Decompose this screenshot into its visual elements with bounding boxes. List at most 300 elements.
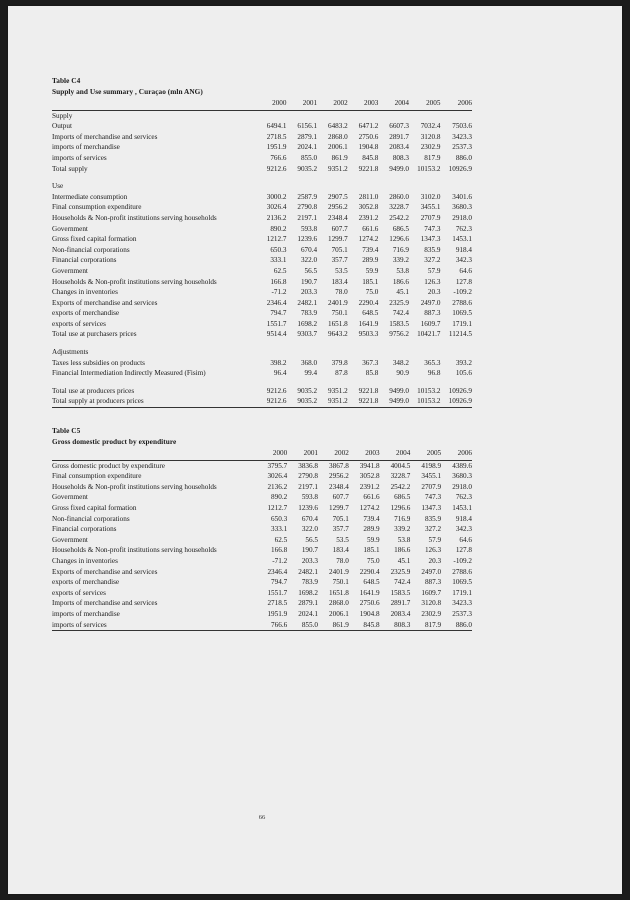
row-value: 1296.6 <box>390 504 411 512</box>
row-value: 1904.8 <box>359 609 380 618</box>
row-value: 817.9 <box>410 620 441 631</box>
row-value: 762.3 <box>455 224 472 233</box>
row-value: 1069.5 <box>452 309 472 318</box>
row-label: Government <box>52 493 88 502</box>
row-label: imports of services <box>52 153 107 162</box>
row-value: 918.4 <box>455 245 472 254</box>
table-row <box>52 245 472 256</box>
row-value: 3941.8 <box>349 460 380 471</box>
row-value: 1274.2 <box>359 504 380 512</box>
row-label: Imports of merchandise and services <box>52 132 158 141</box>
row-value: 7032.4 <box>420 122 441 131</box>
row-value: 10153.2 <box>417 386 441 395</box>
row-label: Households & Non-profit institutions serving households <box>52 546 217 555</box>
column-header-year: 2000 <box>256 448 287 460</box>
row-label: Gross domestic product by expenditure <box>52 460 256 471</box>
row-value: 887.3 <box>424 309 441 318</box>
row-value: 1453.1 <box>452 235 472 244</box>
row-value: 10926.9 <box>448 386 472 395</box>
row-value: 2302.9 <box>420 143 441 152</box>
row-value: 53.8 <box>396 266 409 275</box>
row-value: 96.4 <box>273 369 287 378</box>
table-row <box>52 535 472 546</box>
row-value: 861.9 <box>331 153 348 162</box>
row-value <box>440 347 472 358</box>
row-value: 379.8 <box>331 358 348 367</box>
row-value: 1212.7 <box>266 235 287 244</box>
row-value: 716.9 <box>394 514 411 523</box>
row-value: 4004.5 <box>380 460 411 471</box>
row-label: Changes in inventories <box>52 556 118 565</box>
row-value: 2542.2 <box>389 213 409 222</box>
row-value: 10421.7 <box>417 330 441 339</box>
row-value: 57.9 <box>428 535 442 544</box>
row-value <box>317 181 348 192</box>
row-value: 9351.2 <box>327 386 348 395</box>
table-row <box>52 524 472 535</box>
row-value: 10153.2 <box>417 164 441 173</box>
row-value: 886.0 <box>455 153 472 162</box>
row-value: 1651.8 <box>329 588 349 597</box>
table-c5-title: Gross domestic product by expenditure <box>52 436 177 446</box>
table-row <box>52 567 472 578</box>
row-value <box>348 347 379 358</box>
row-value: 2290.4 <box>359 567 380 576</box>
row-value: 393.2 <box>455 358 472 367</box>
table-row <box>52 142 472 153</box>
row-value: 53.5 <box>336 535 349 544</box>
row-label: Taxes less subsidies on products <box>52 358 145 367</box>
table-row <box>52 132 472 143</box>
row-value: 1347.3 <box>420 235 441 244</box>
row-value: 716.9 <box>392 245 409 254</box>
row-value: 2197.1 <box>297 213 318 222</box>
row-value: 1698.2 <box>297 319 318 328</box>
row-value: 1551.7 <box>266 319 287 328</box>
row-value: 2325.9 <box>390 567 411 576</box>
row-label: Supply <box>52 110 256 121</box>
table-c4-title: Supply and Use summary , Curaçao (mln ANG) <box>52 86 203 96</box>
row-value: 3836.8 <box>287 460 318 471</box>
row-value: 9035.2 <box>297 164 318 173</box>
row-value: 766.6 <box>270 153 287 162</box>
row-value: 1609.7 <box>420 319 441 328</box>
row-value: 9212.6 <box>256 396 287 407</box>
row-value <box>256 347 287 358</box>
table-row <box>52 556 472 567</box>
row-label: Households & Non-profit institutions serving households <box>52 482 217 491</box>
table-row <box>52 277 472 288</box>
row-label: Total use at purchasers prices <box>52 330 137 339</box>
row-value: 1212.7 <box>267 504 288 512</box>
row-value: 4389.6 <box>441 460 472 471</box>
row-value: 3052.8 <box>359 472 380 481</box>
row-value: 1583.5 <box>390 588 411 597</box>
row-value: 289.9 <box>362 256 379 265</box>
row-value: 9514.4 <box>266 330 287 339</box>
table-row <box>52 153 472 164</box>
row-value: 2918.0 <box>452 482 472 491</box>
row-value: 166.8 <box>271 546 288 555</box>
row-value: 2542.2 <box>390 482 411 491</box>
row-value: 1296.6 <box>389 235 409 244</box>
row-value: 57.9 <box>427 266 441 275</box>
row-value: 96.8 <box>427 369 441 378</box>
row-value <box>409 181 440 192</box>
row-value: 2302.9 <box>421 609 442 618</box>
row-value: 186.6 <box>394 546 411 555</box>
table-c4 <box>52 98 472 408</box>
row-value: 861.9 <box>318 620 349 631</box>
row-spacer <box>52 379 472 386</box>
row-value: 2348.4 <box>329 482 349 491</box>
row-label: exports of merchandise <box>52 578 120 587</box>
row-value: 327.2 <box>424 256 441 265</box>
row-value: 3102.0 <box>420 192 441 201</box>
row-label: Intermediate consumption <box>52 192 128 201</box>
row-value: 2718.5 <box>267 599 288 608</box>
row-value: 203.3 <box>301 556 318 565</box>
row-label: Financial corporations <box>52 525 117 534</box>
row-value: 9221.8 <box>358 164 379 173</box>
row-value: 890.2 <box>270 224 287 233</box>
row-value: 2083.4 <box>389 143 409 152</box>
row-value: 90.9 <box>396 369 409 378</box>
table-row <box>52 181 472 192</box>
row-value: 10926.9 <box>448 164 472 173</box>
row-value: 78.0 <box>336 556 349 565</box>
row-value: 2006.1 <box>329 609 349 618</box>
row-value: 2391.2 <box>359 482 380 491</box>
row-value: 3052.8 <box>358 203 379 212</box>
table-row <box>52 368 472 379</box>
row-value: 333.1 <box>271 525 288 534</box>
row-value: 3401.6 <box>452 192 472 201</box>
row-value: 2750.6 <box>359 599 380 608</box>
row-value <box>317 347 348 358</box>
row-value: 53.8 <box>397 535 411 544</box>
row-value: 339.2 <box>392 256 409 265</box>
row-value: 127.8 <box>455 277 472 286</box>
row-value: 365.3 <box>424 358 441 367</box>
row-value: 322.0 <box>301 525 318 534</box>
row-value: 357.7 <box>332 525 349 534</box>
row-value: 9303.7 <box>297 330 318 339</box>
row-value: 593.8 <box>301 493 318 502</box>
table-row <box>52 121 472 132</box>
table-row <box>52 492 472 503</box>
row-label: Imports of merchandise and services <box>52 599 158 608</box>
row-value: 855.0 <box>300 153 318 162</box>
row-value: 705.1 <box>332 514 349 523</box>
row-value: 2788.6 <box>452 567 472 576</box>
row-value: 2401.9 <box>329 567 349 576</box>
row-value: 9221.8 <box>348 396 379 407</box>
row-value <box>256 110 287 121</box>
row-value: 661.6 <box>363 493 380 502</box>
row-value: 75.0 <box>365 288 379 297</box>
row-value: 342.3 <box>455 525 472 534</box>
row-value: 127.8 <box>455 546 472 555</box>
row-value: 2790.8 <box>297 203 318 212</box>
table-row <box>52 255 472 266</box>
row-value: 705.1 <box>331 245 348 254</box>
column-header-year: 2006 <box>440 98 472 110</box>
row-label: Gross fixed capital formation <box>52 235 137 244</box>
row-value: 2497.0 <box>420 298 441 307</box>
row-value: 59.9 <box>366 535 380 544</box>
row-value: 126.3 <box>424 546 442 555</box>
row-label: Non-financial corporations <box>52 514 130 523</box>
table-row <box>52 471 472 482</box>
row-value: 766.6 <box>256 620 287 631</box>
row-value: 56.5 <box>305 535 318 544</box>
row-label: imports of merchandise <box>52 143 120 152</box>
row-value: 686.5 <box>394 493 411 502</box>
row-value: 670.4 <box>301 514 318 523</box>
row-value: 1239.6 <box>298 504 318 512</box>
table-row <box>52 192 472 203</box>
row-value <box>409 347 440 358</box>
row-value: 762.3 <box>455 493 472 502</box>
row-value: 845.8 <box>349 620 380 631</box>
row-value: 2907.5 <box>327 192 348 201</box>
row-value: 918.4 <box>455 514 472 523</box>
row-value: 333.1 <box>270 256 287 265</box>
row-value: 1299.7 <box>329 504 349 512</box>
row-value: 339.2 <box>394 525 411 534</box>
row-value: 9499.0 <box>378 396 409 407</box>
row-value: 183.4 <box>332 546 349 555</box>
row-value: 3423.3 <box>452 132 472 141</box>
row-value: 3026.4 <box>266 203 287 212</box>
row-value <box>378 110 409 121</box>
row-label: Exports of merchandise and services <box>52 567 158 576</box>
row-value: 53.5 <box>335 266 348 275</box>
row-value: 3228.7 <box>390 472 411 481</box>
row-value: 747.3 <box>424 493 442 502</box>
row-value: 2879.1 <box>298 599 318 608</box>
row-value: 64.6 <box>459 535 472 544</box>
spacer-cell <box>52 340 472 347</box>
row-value: 3680.3 <box>452 472 472 481</box>
row-value: 2497.0 <box>421 567 442 576</box>
row-value: 20.3 <box>428 556 442 565</box>
row-label: imports of services <box>52 620 256 631</box>
row-value <box>286 110 317 121</box>
row-value: 650.3 <box>271 514 288 523</box>
header-spacer-cell <box>52 98 256 110</box>
table-row <box>52 503 472 514</box>
table-row <box>52 358 472 369</box>
row-value: 783.9 <box>301 578 318 587</box>
table-row <box>52 308 472 319</box>
row-value: 3455.1 <box>421 472 442 481</box>
row-value: 747.3 <box>424 224 441 233</box>
row-value: -109.2 <box>453 288 472 297</box>
row-value: 9221.8 <box>358 386 379 395</box>
row-value: 3680.3 <box>452 203 472 212</box>
row-label: imports of merchandise <box>52 609 120 618</box>
row-label: Government <box>52 224 88 233</box>
column-header-year: 2002 <box>318 448 349 460</box>
row-value: 6607.3 <box>389 122 409 131</box>
row-value: 2707.9 <box>421 482 442 491</box>
row-value: 742.4 <box>392 309 409 318</box>
row-value: 593.8 <box>300 224 318 233</box>
table-row <box>52 620 472 631</box>
row-value: 3120.8 <box>421 599 442 608</box>
table-row <box>52 266 472 277</box>
row-value: 742.4 <box>394 578 411 587</box>
row-value: 78.0 <box>335 288 348 297</box>
row-value <box>317 110 348 121</box>
row-label: Final consumption expenditure <box>52 472 142 481</box>
row-value: 1069.5 <box>452 578 472 587</box>
row-value: 661.6 <box>362 224 379 233</box>
row-value: 739.4 <box>363 514 380 523</box>
row-value: 887.3 <box>424 578 442 587</box>
row-value: 327.2 <box>424 525 442 534</box>
row-value: 2891.7 <box>390 599 411 608</box>
row-value: 2879.1 <box>297 132 318 141</box>
row-value: 7503.6 <box>452 122 472 131</box>
table-c4-block <box>52 76 472 408</box>
table-gap <box>52 408 472 426</box>
row-value: 3455.1 <box>420 203 441 212</box>
table-row <box>52 396 472 407</box>
row-label: Final consumption expenditure <box>52 203 142 212</box>
table-row <box>52 164 472 175</box>
document-page <box>8 6 622 894</box>
row-label: Output <box>52 122 72 131</box>
row-value: 855.0 <box>287 620 318 631</box>
row-value: -71.2 <box>272 556 288 565</box>
column-header-year: 2002 <box>317 98 348 110</box>
row-value: 2482.1 <box>298 567 318 576</box>
table-row <box>52 298 472 309</box>
table-c5-label: Table C5 <box>52 426 81 436</box>
row-value: 817.9 <box>424 153 441 162</box>
row-value: 783.9 <box>300 309 318 318</box>
row-label: Total use at producers prices <box>52 386 135 395</box>
row-value: 1609.7 <box>421 588 442 597</box>
row-label: Exports of merchandise and services <box>52 298 158 307</box>
row-value: 2197.1 <box>298 482 318 491</box>
row-value: 4198.9 <box>410 460 441 471</box>
row-value: 9499.0 <box>389 386 409 395</box>
row-value: 2860.0 <box>389 192 409 201</box>
row-value <box>286 347 317 358</box>
row-value: 1239.6 <box>297 235 318 244</box>
row-value: 6494.1 <box>266 122 287 131</box>
page-number: 66 <box>258 814 266 821</box>
row-label: Use <box>52 182 64 191</box>
table-row <box>52 545 472 556</box>
table-row <box>52 287 472 298</box>
row-label: exports of services <box>52 588 106 597</box>
row-value: 2868.0 <box>327 132 348 141</box>
row-value: 45.1 <box>396 288 409 297</box>
row-value: 1299.7 <box>327 235 348 244</box>
table-row <box>52 234 472 245</box>
table-row <box>52 319 472 330</box>
row-value: 1951.9 <box>266 143 287 152</box>
row-value: 670.4 <box>300 245 318 254</box>
row-value: 2718.5 <box>266 132 287 141</box>
row-value: 20.3 <box>427 288 441 297</box>
column-header-year: 2000 <box>256 98 287 110</box>
row-value: 2707.9 <box>420 213 441 222</box>
row-value <box>286 181 317 192</box>
row-value: 1719.1 <box>452 319 472 328</box>
row-value: 9212.6 <box>266 164 287 173</box>
row-value: 1904.8 <box>358 143 379 152</box>
row-value: 1951.9 <box>267 609 288 618</box>
row-value <box>348 110 379 121</box>
table-row <box>52 598 472 609</box>
row-value: 845.8 <box>362 153 379 162</box>
row-label: Changes in inventories <box>52 288 118 297</box>
row-value: 607.7 <box>331 224 348 233</box>
row-spacer <box>52 340 472 347</box>
column-header-year: 2003 <box>349 448 380 460</box>
row-value: 348.2 <box>392 358 409 367</box>
row-value <box>440 110 472 121</box>
row-value: 99.4 <box>304 369 318 378</box>
row-value: 10926.9 <box>440 396 472 407</box>
row-label: Total supply at producers prices <box>52 396 256 407</box>
row-value: 808.3 <box>380 620 411 631</box>
row-value <box>348 181 379 192</box>
row-value: 2811.0 <box>358 192 379 201</box>
table-row <box>52 482 472 493</box>
row-value: 9503.3 <box>358 330 379 339</box>
row-value: 648.5 <box>362 309 379 318</box>
header-spacer-cell <box>52 448 256 460</box>
row-value: -71.2 <box>271 288 287 297</box>
row-value: 1453.1 <box>452 504 472 512</box>
row-value: 3228.7 <box>389 203 409 212</box>
row-value: 368.0 <box>300 358 318 367</box>
table-row <box>52 609 472 620</box>
row-value: 3000.2 <box>266 192 287 201</box>
row-value: 398.2 <box>270 358 287 367</box>
row-label: Financial corporations <box>52 256 117 265</box>
column-header-year: 2003 <box>348 98 379 110</box>
row-label: Households & Non-profit institutions serving households <box>52 277 217 286</box>
row-value: -109.2 <box>453 556 472 565</box>
row-value: 6471.2 <box>358 122 379 131</box>
row-value: 59.9 <box>365 266 379 275</box>
row-spacer <box>52 174 472 181</box>
row-value: 9035.2 <box>286 396 317 407</box>
row-value <box>256 181 287 192</box>
row-value: 1551.7 <box>267 588 288 597</box>
row-value: 1719.1 <box>452 588 472 597</box>
row-value: 11214.5 <box>448 330 472 339</box>
row-value: 62.5 <box>273 266 287 275</box>
row-value: 835.9 <box>424 514 442 523</box>
row-value: 367.3 <box>362 358 379 367</box>
row-value <box>378 181 409 192</box>
row-value: 2391.2 <box>358 213 379 222</box>
row-value: 2537.3 <box>452 143 472 152</box>
row-value: 808.3 <box>392 153 409 162</box>
column-header-year: 2004 <box>378 98 409 110</box>
row-value: 185.1 <box>362 277 379 286</box>
row-value: 2325.9 <box>389 298 409 307</box>
